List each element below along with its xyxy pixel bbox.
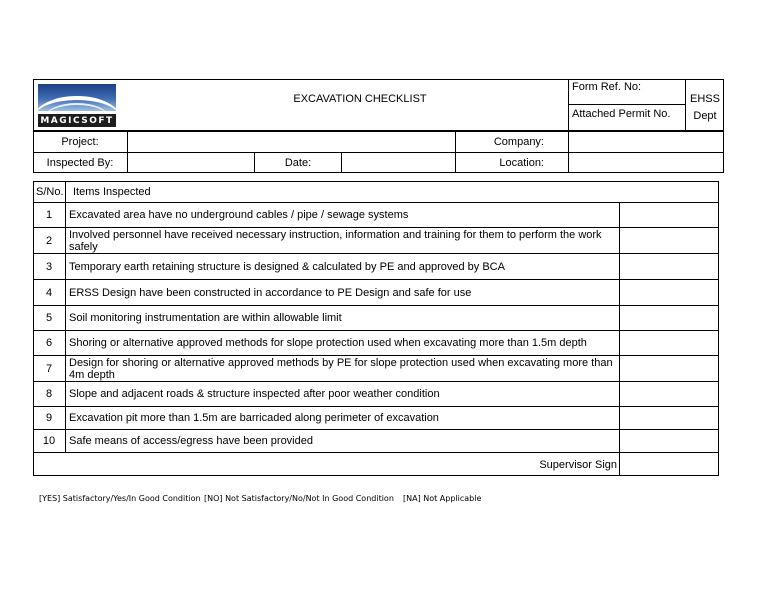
row-status-field[interactable] — [620, 280, 718, 305]
row-number: 6 — [45, 337, 53, 349]
row-status-field[interactable] — [620, 228, 718, 253]
row-item-text: Safe means of access/egress have been provided — [69, 435, 313, 447]
supervisor-sign-label: Supervisor Sign — [539, 458, 617, 471]
row-item-text: Design for shoring or alternative approved methods by PE for slope protection used when excavating more than 4m depth — [69, 356, 613, 381]
row-number: 4 — [45, 286, 53, 299]
row-item-text: ERSS Design have been constructed in accordance to PE Design and safe for use — [69, 286, 472, 299]
row-number: 2 — [45, 234, 53, 247]
company-field[interactable] — [569, 132, 723, 152]
row-status-field[interactable] — [620, 382, 718, 406]
col-header-sno: S/No. — [36, 186, 64, 198]
dept-line-2: Dept — [693, 110, 717, 122]
row-number: 9 — [45, 412, 53, 424]
row-number: 1 — [45, 209, 53, 221]
inspected-by-label: Inspected By: — [46, 156, 114, 169]
location-field[interactable] — [569, 153, 723, 173]
row-item-text: Excavation pit more than 1.5m are barricaded along perimeter of excavation — [69, 412, 439, 424]
row-item-text: Excavated area have no underground cables / pipe / sewage systems — [69, 209, 409, 221]
row-number: 7 — [45, 362, 53, 375]
col-header-items: Items Inspected — [73, 186, 151, 198]
magicsoft-logo — [38, 84, 116, 128]
row-item-text: Involved personnel have received necessary instruction, information and training for them to perform the work safely — [69, 228, 602, 253]
row-number: 3 — [45, 260, 53, 273]
logo-sky — [38, 84, 116, 111]
row-status-field[interactable] — [620, 203, 718, 227]
date-label: Date: — [284, 156, 312, 169]
header-divider-3 — [568, 104, 685, 105]
document-title: EXCAVATION CHECKLIST — [293, 93, 427, 105]
supervisor-sign-field[interactable] — [620, 453, 718, 475]
row-status-field[interactable] — [620, 331, 718, 355]
form-ref-label: Form Ref. No: — [572, 81, 642, 93]
legend-yes: [YES] Satisfactory/Yes/In Good Condition — [39, 494, 201, 503]
row-item-text: Shoring or alternative approved methods for slope protection used when excavating more than 1.5m depth — [69, 337, 587, 349]
location-label: Location: — [499, 156, 544, 169]
inspected-by-field[interactable] — [128, 153, 254, 173]
legend-no: [NO] Not Satisfactory/No/Not In Good Condition — [204, 494, 394, 503]
project-field[interactable] — [128, 132, 455, 152]
row-number: 5 — [45, 312, 53, 324]
row-item-text: Slope and adjacent roads & structure inspected after poor weather condition — [69, 388, 440, 400]
attached-permit-label: Attached Permit No. — [572, 108, 671, 120]
row-status-field[interactable] — [620, 407, 718, 429]
project-label: Project: — [61, 135, 99, 148]
legend-na: [NA] Not Applicable — [403, 494, 482, 503]
date-field[interactable] — [342, 153, 455, 173]
row-status-field[interactable] — [620, 356, 718, 381]
row-item-text: Temporary earth retaining structure is designed & calculated by PE and approved by BCA — [69, 260, 505, 273]
company-label: Company: — [493, 135, 544, 148]
logo-wordmark: MAGICSOFT — [38, 114, 116, 127]
row-item-text: Soil monitoring instrumentation are within allowable limit — [69, 312, 342, 324]
row-status-field[interactable] — [620, 254, 718, 279]
row-number: 10 — [42, 435, 56, 447]
row-status-field[interactable] — [620, 306, 718, 330]
row-status-field[interactable] — [620, 430, 718, 452]
dept-line-1: EHSS — [690, 93, 720, 105]
row-number: 8 — [45, 388, 53, 400]
